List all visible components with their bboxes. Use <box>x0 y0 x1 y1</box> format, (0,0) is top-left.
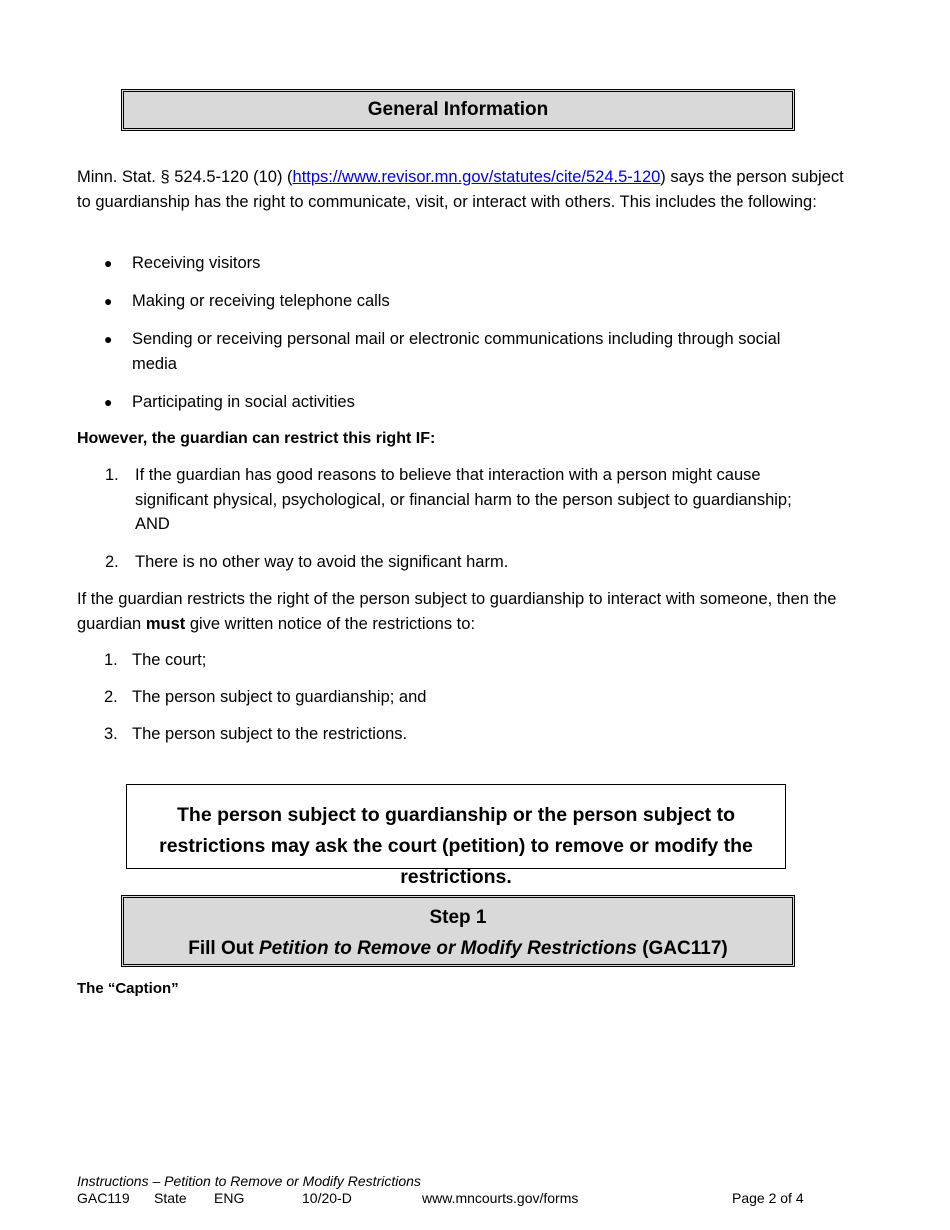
footer-info <box>77 1190 857 1207</box>
bullet-icon: ● <box>104 394 113 410</box>
petition-callout: The person subject to guardianship or the person subject to restrictions may ask the court (petition) to remove or modify the restrictions. <box>126 784 786 869</box>
list-item: ● Sending or receiving personal mail or electronic communications including through social media <box>77 327 817 377</box>
footer-language: ENG <box>214 1190 245 1206</box>
list-item: 3. The person subject to the restrictions. <box>104 725 408 743</box>
bullet-icon: ● <box>104 331 113 347</box>
footer-doc-title: Instructions – Petition to Remove or Modify Restrictions <box>77 1173 421 1189</box>
footer-jurisdiction: State <box>154 1190 187 1206</box>
footer-revision: 10/20-D <box>302 1190 352 1206</box>
list-item: ● Making or receiving telephone calls <box>77 289 817 314</box>
caption-label: The “Caption” <box>77 980 179 997</box>
footer-form-number: GAC119 <box>77 1190 130 1206</box>
list-item: ● Participating in social activities <box>77 390 817 415</box>
list-item: 1. If the guardian has good reasons to believe that interaction with a person might cause significant physical, psychological, or financial harm to the person subject to guardianship; AND <box>105 466 792 533</box>
intro-trail: ) says the person subject to guardianship has the right to communicate, visit, or interact with others. This includes the following: <box>77 168 844 211</box>
list-item: 2. The person subject to guardianship; and <box>104 688 427 706</box>
form-title: Petition to Remove or Modify Restrictions <box>258 938 637 959</box>
bullet-icon: ● <box>104 255 113 271</box>
must-emphasis: must <box>145 614 186 633</box>
list-item: ● Receiving visitors <box>77 251 817 276</box>
restriction-heading: However, the guardian can restrict this right IF: <box>77 430 436 447</box>
intro-lead: Minn. Stat. § 524.5-120 (10) ( <box>77 168 293 186</box>
statute-link[interactable]: https://www.revisor.mn.gov/statutes/cite/524.5-120 <box>292 168 661 186</box>
footer-page-number: Page 2 of 4 <box>732 1190 804 1206</box>
list-item: 2. There is no other way to avoid the significant harm. <box>105 553 509 571</box>
intro-paragraph <box>77 165 847 214</box>
step-label: Step 1 <box>429 907 487 928</box>
step-instruction: Fill Out Petition to Remove or Modify Restrictions (GAC117) <box>188 938 728 959</box>
list-item: 1. The court; <box>104 651 207 669</box>
footer-website[interactable]: www.mncourts.gov/forms <box>422 1190 579 1206</box>
step-1-heading <box>121 895 795 967</box>
bullet-icon: ● <box>104 293 113 309</box>
general-information-heading: General Information <box>121 89 795 131</box>
notice-paragraph: If the guardian restricts the right of the person subject to guardianship to interact with someone, then the guardian must give written notice of the restrictions to: <box>77 590 837 633</box>
